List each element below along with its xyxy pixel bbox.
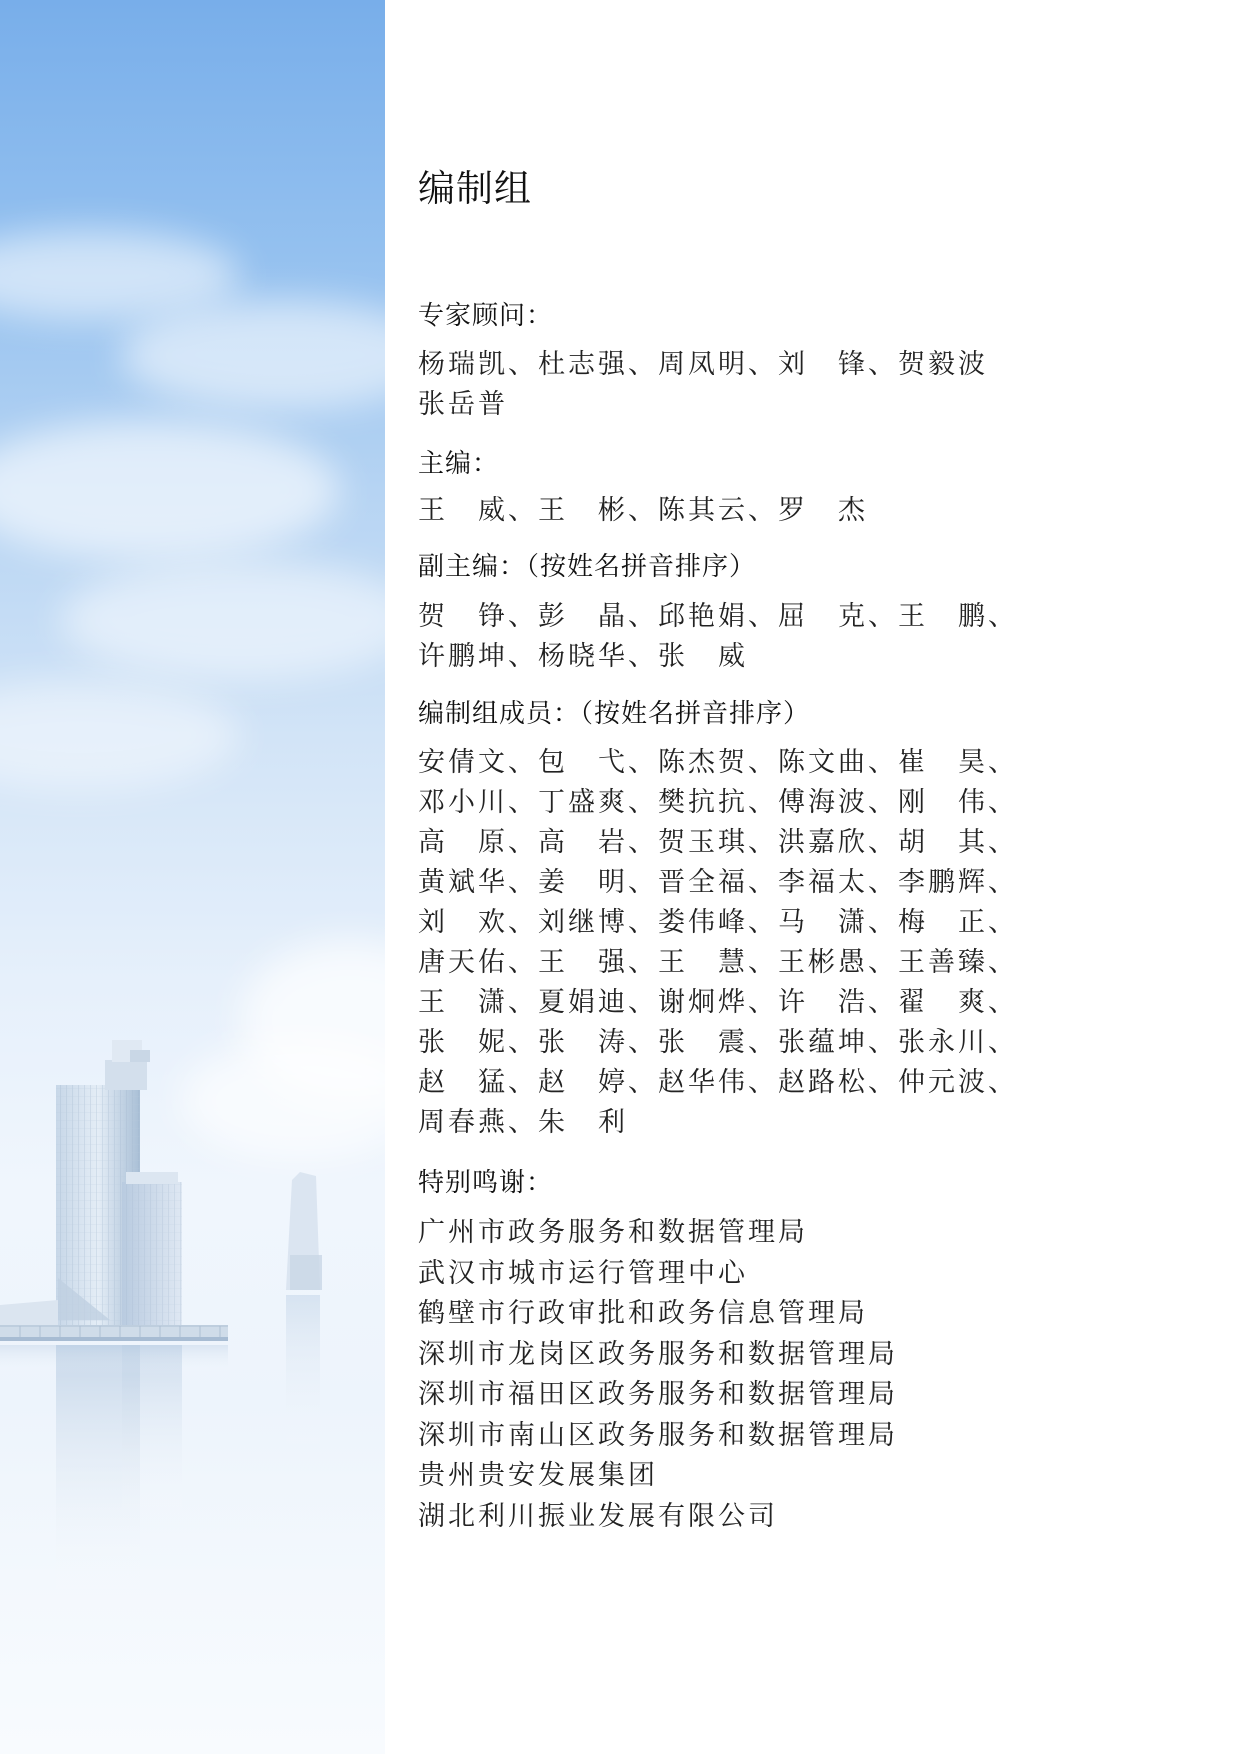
section-heading-chief-editor: 主编：: [418, 449, 500, 479]
list-item: 贵州贵安发展集团: [418, 1460, 658, 1491]
city-skyline-icon: [0, 0, 385, 1754]
list-item: 张 妮、张 涛、张 震、张蕴坤、张永川、: [418, 1027, 1018, 1058]
list-item: 安倩文、包 弋、陈杰贺、陈文曲、崔 昊、: [418, 747, 1018, 778]
page-title: 编制组: [418, 167, 532, 210]
section-heading-deputy-editors: 副主编：（按姓名拼音排序）: [418, 552, 757, 582]
list-item: 王 威、王 彬、陈其云、罗 杰: [418, 495, 868, 526]
list-item: 深圳市龙岗区政务服务和数据管理局: [418, 1338, 898, 1370]
list-item: 张岳普: [418, 389, 508, 420]
list-item: 武汉市城市运行管理中心: [418, 1257, 748, 1289]
list-item: 唐天佑、王 强、王 慧、王彬愚、王善臻、: [418, 947, 1018, 978]
list-item: 周春燕、朱 利: [418, 1107, 628, 1138]
list-item: 广州市政务服务和数据管理局: [418, 1217, 808, 1248]
list-item: 高 原、高 岩、贺玉琪、洪嘉欣、胡 其、: [418, 827, 1018, 858]
list-item: 赵 猛、赵 婷、赵华伟、赵路松、仲元波、: [418, 1067, 1018, 1098]
sky-city-illustration: [0, 0, 385, 1754]
list-item: 王 潇、夏娟迪、谢炯烨、许 浩、翟 爽、: [418, 987, 1018, 1018]
special-thanks-list: [418, 1213, 898, 1537]
list-item: 贺 铮、彭 晶、邱艳娟、屈 克、王 鹏、: [418, 601, 1018, 632]
experts-list: [418, 345, 988, 425]
section-heading-special-thanks: 特别鸣谢：: [418, 1168, 554, 1198]
list-item: 刘 欢、刘继博、娄伟峰、马 潇、梅 正、: [418, 907, 1018, 938]
chief-editor-list: [418, 491, 868, 531]
list-item: 杨瑞凯、杜志强、周凤明、刘 锋、贺毅波: [418, 349, 988, 380]
list-item: 邓小川、丁盛爽、樊抗抗、傅海波、刚 伟、: [418, 787, 1018, 818]
deputy-editors-list: [418, 597, 1018, 677]
list-item: 黄斌华、姜 明、晋全福、李福太、李鹏辉、: [418, 867, 1018, 898]
list-item: 深圳市南山区政务服务和数据管理局: [418, 1419, 898, 1451]
section-heading-members: 编制组成员：（按姓名拼音排序）: [418, 699, 811, 729]
list-item: 深圳市福田区政务服务和数据管理局: [418, 1379, 898, 1410]
list-item: 许鹏坤、杨晓华、张 威: [418, 641, 748, 672]
members-list: [418, 743, 1018, 1143]
list-item: 湖北利川振业发展有限公司: [418, 1500, 778, 1532]
section-heading-experts: 专家顾问：: [418, 301, 554, 331]
list-item: 鹤壁市行政审批和政务信息管理局: [418, 1298, 868, 1329]
